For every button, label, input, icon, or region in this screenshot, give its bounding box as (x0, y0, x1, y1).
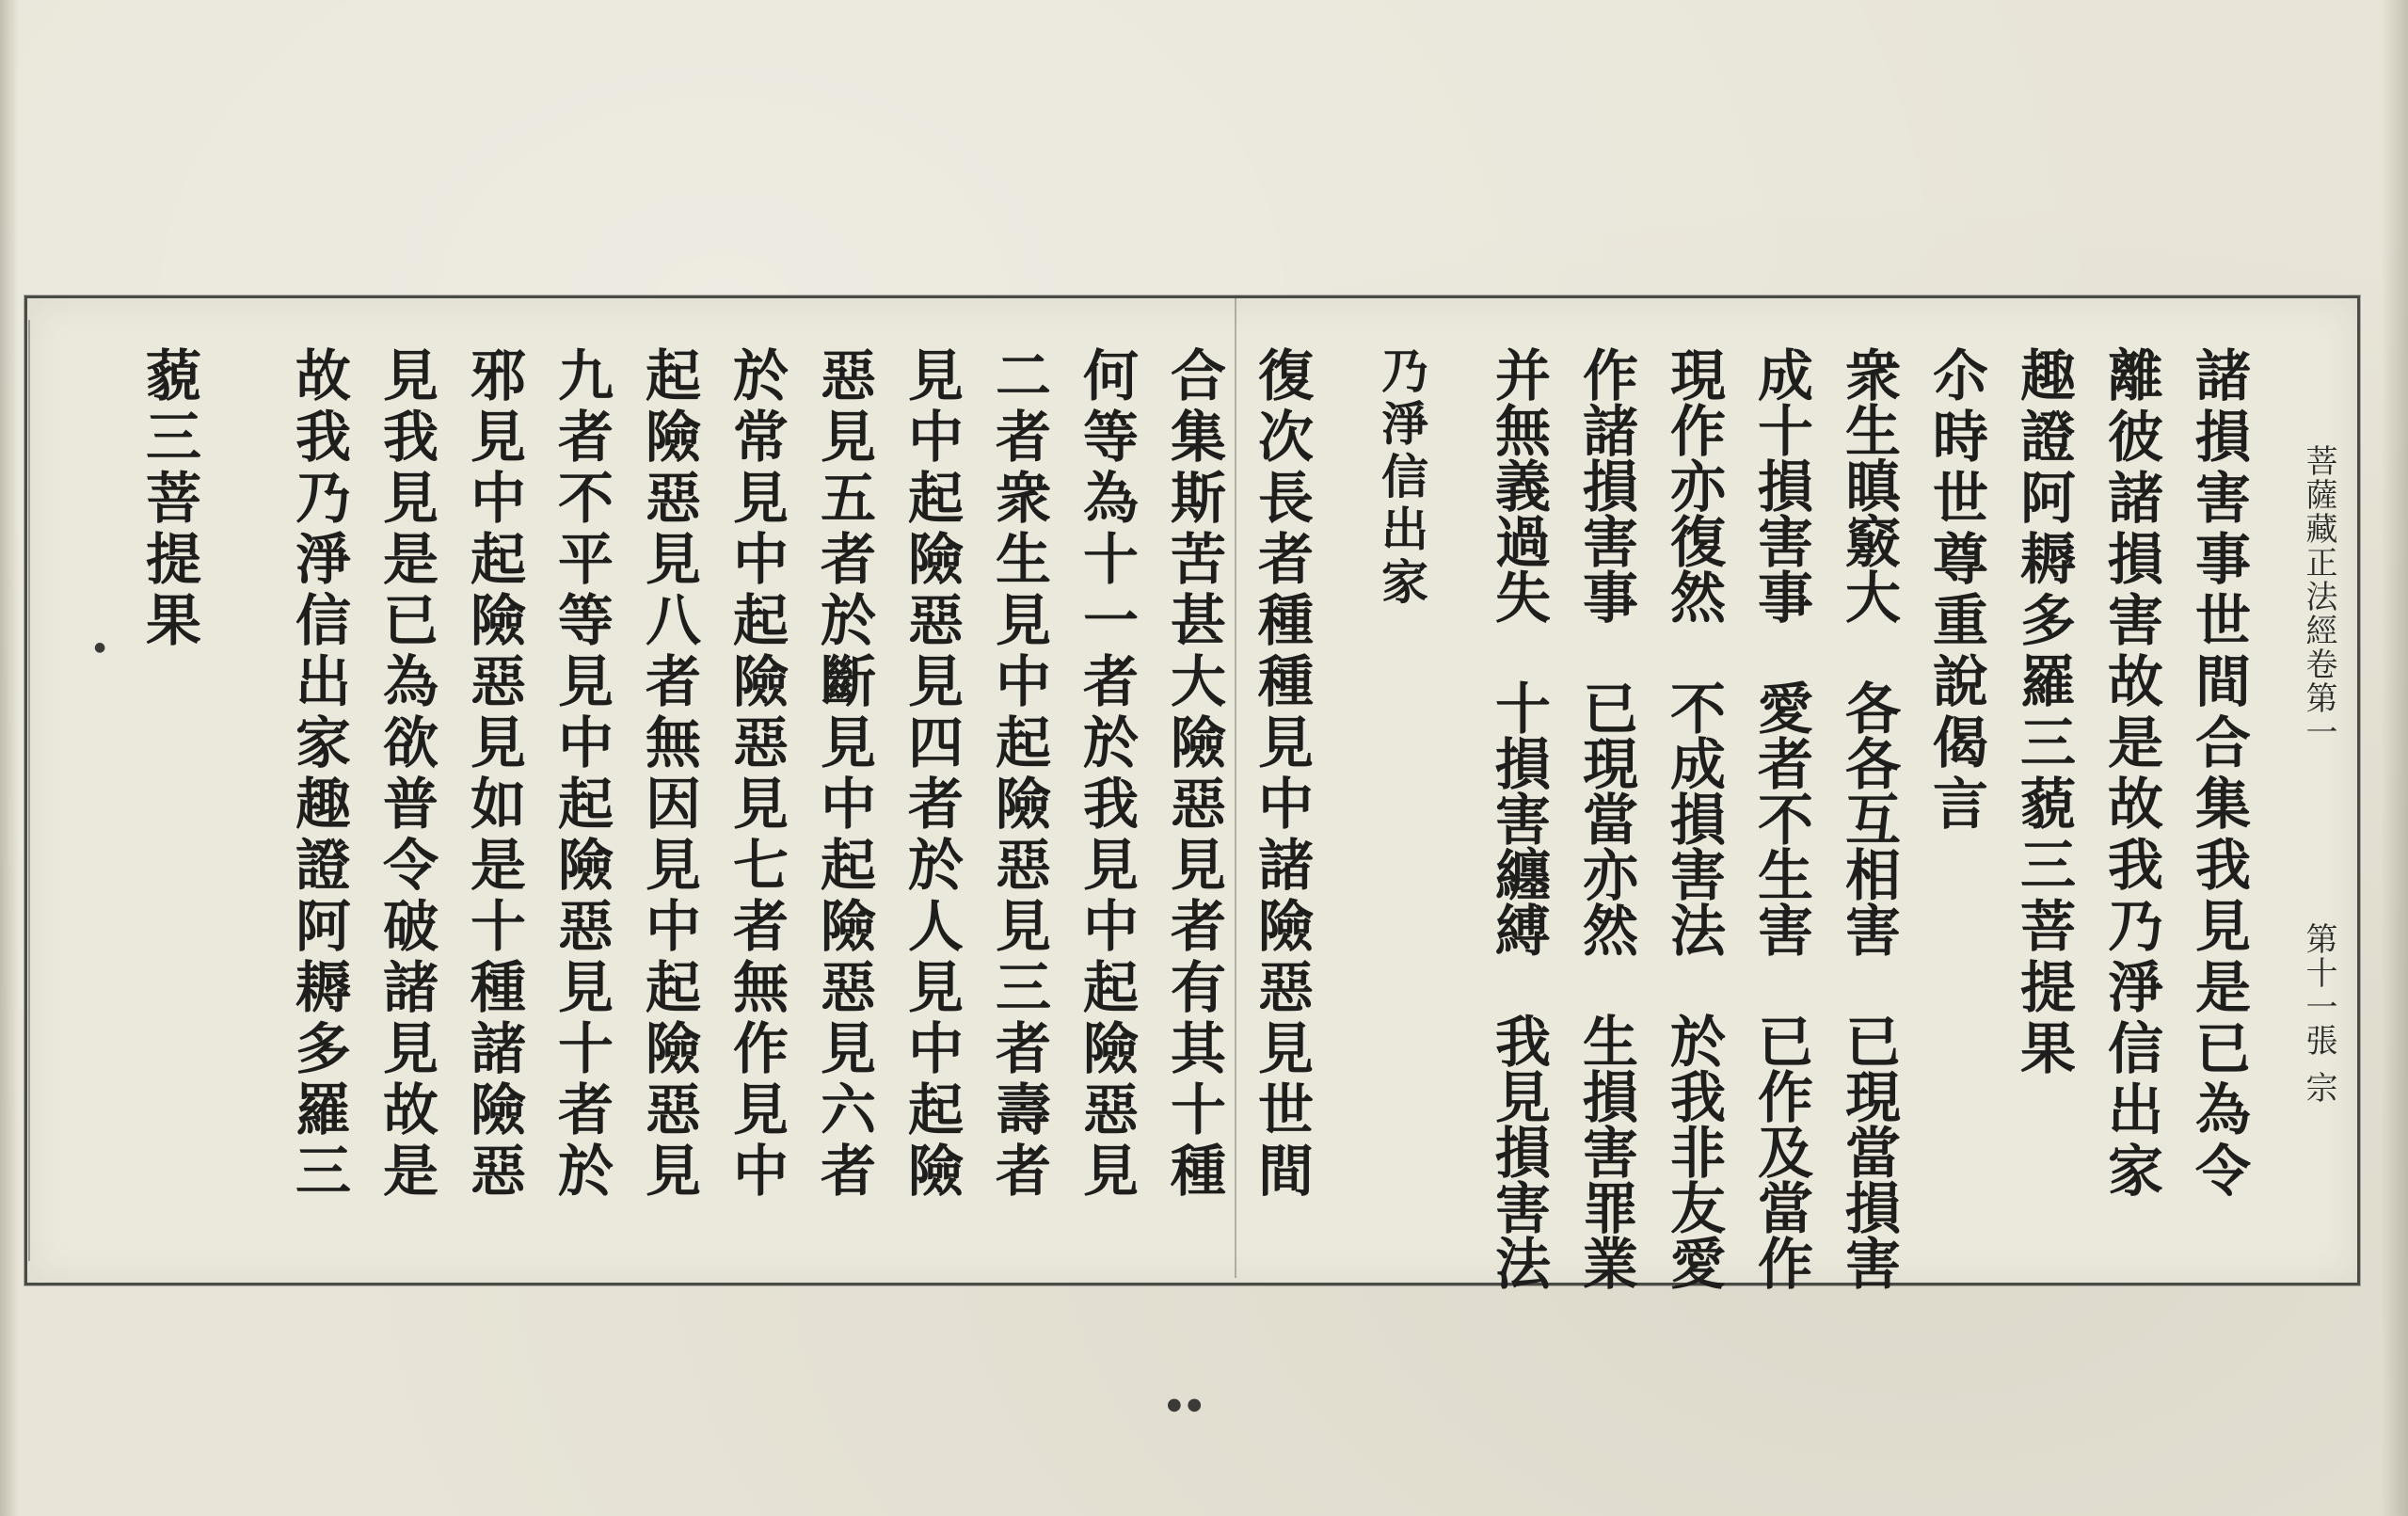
verse-column-5: 并無義過失 十損害纏縛 我見損害法 (1486, 346, 1551, 1290)
sutra-title-label: 菩薩藏正法經卷第一 (2300, 444, 2337, 749)
right-page-edge (2381, 0, 2408, 1516)
text-column-23: 藐三菩提果 (136, 346, 201, 652)
text-column-18: 起險惡見八者無因見中起險惡見 (636, 346, 701, 1203)
text-column-11: 復次長者種種見中諸險惡見世間 (1249, 346, 1314, 1203)
center-fold-line (1235, 297, 1236, 1278)
text-column-4: 尒時世尊重說偈言 (1923, 346, 1988, 836)
text-column-13: 何等為十一者於我見中起險惡見 (1074, 346, 1139, 1203)
text-column-17: 於常見中起險惡見七者無作見中 (724, 346, 789, 1203)
text-column-21: 見我見是已為欲普令破諸見故是 (374, 346, 439, 1203)
carver-mark: 宗 (2300, 1071, 2337, 1105)
text-column-10: 乃淨信出家 (1374, 346, 1429, 610)
verse-column-2: 成十損害事 愛者不生害 已作及當作 (1748, 346, 1813, 1290)
text-column-19: 九者不平等見中起險惡見十者於 (549, 346, 614, 1203)
text-column-16: 惡見五者於斷見中起險惡見六者 (811, 346, 876, 1203)
verse-column-4: 作諸損害事 已現當亦然 生損害罪業 (1573, 346, 1638, 1290)
text-column-14: 二者衆生見中起險惡見三者壽者 (986, 346, 1051, 1203)
text-column-12: 合集斯苦甚大險惡見者有其十種 (1161, 346, 1226, 1203)
text-column-22: 故我乃淨信出家趣證阿耨多羅三 (286, 346, 351, 1203)
text-column-2: 離彼諸損害故是故我乃淨信出家 (2098, 346, 2163, 1203)
inner-border-rule (28, 320, 30, 1261)
text-column-20: 邪見中起險惡見如是十種諸險惡 (461, 346, 526, 1203)
text-column-1: 諸損害事世間合集我見是已為令 (2186, 346, 2251, 1203)
text-column-15: 見中起險惡見四者於人見中起險 (899, 346, 964, 1203)
verse-column-3: 現作亦復然 不成損害法 於我非友愛 (1661, 346, 1726, 1290)
left-page-edge (0, 0, 19, 1516)
ink-speck: ● ● (1167, 1395, 1203, 1414)
verse-column-1: 衆生瞋竅大 各各互相害 已現當損害 (1836, 346, 1901, 1290)
sheet-number-label: 第十一張 (2300, 922, 2337, 1058)
text-column-3: 趣證阿耨多羅三藐三菩提果 (2011, 346, 2076, 1080)
ink-speck: ● (94, 640, 106, 655)
